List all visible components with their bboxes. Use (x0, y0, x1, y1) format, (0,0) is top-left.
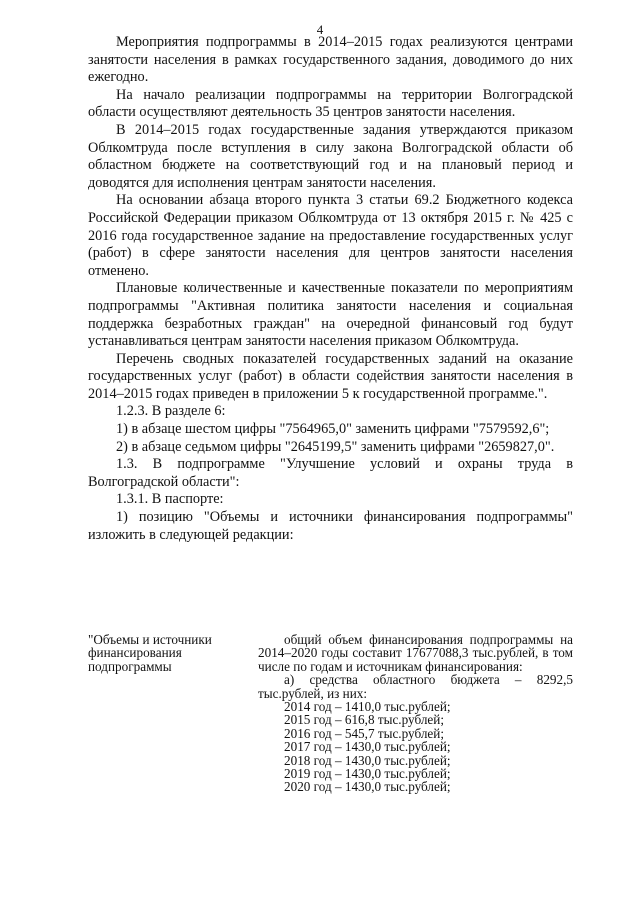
year-row: 2015 год – 616,8 тыс.рублей; (284, 712, 444, 728)
page-number: 4 (316, 22, 324, 37)
year-row: 2019 год – 1430,0 тыс.рублей; (284, 766, 451, 782)
year-row: 2017 год – 1430,0 тыс.рублей; (284, 739, 451, 755)
document-body (88, 34, 573, 544)
paragraph: Мероприятия подпрограммы в 2014–2015 годах реализуются центрами занятости населения в рамках государственного задания, доводимого до них ежегодно. (88, 34, 573, 86)
paragraph: 1) позицию "Объемы и источники финансирования подпрограммы" изложить в следующей редакции: (88, 509, 573, 543)
year-row: 2016 год – 545,7 тыс.рублей; (284, 725, 444, 741)
paragraph: На основании абзаца второго пункта 3 статьи 69.2 Бюджетного кодекса Российской Федерации приказом Облкомтруда от 13 октября 2015 г. № 425 с 2016 года государственное задание на предоставление государственных услуг (работ) в сфере занятости населения для центров занятости населения отменено. (88, 192, 573, 279)
paragraph: 1) в абзаце шестом цифры "7564965,0" заменить цифрами "7579592,6"; (116, 421, 550, 438)
table-left-label: "Объемы и источники финансирования подпрограммы (88, 632, 212, 674)
year-row: 2020 год – 1430,0 тыс.рублей; (284, 779, 451, 795)
year-row: 2014 год – 1410,0 тыс.рублей; (284, 699, 451, 715)
paragraph: 2) в абзаце седьмом цифры "2645199,5" заменить цифрами "2659827,0". (116, 438, 555, 455)
funding-total: общий объем финансирования подпрограммы на 2014–2020 годы составит 17677088,3 тыс.рублей, в том числе по годам и источникам финансирования: (258, 632, 573, 674)
paragraph: 1.2.3. В разделе 6: (116, 403, 226, 420)
paragraph: Перечень сводных показателей государственных заданий на оказание государственных услуг (работ) в области содействия занятости населения в 2014–2015 годах приведен в приложении 5 к государственной программе.". (88, 350, 573, 402)
paragraph: 1.3.1. В паспорте: (116, 491, 224, 508)
funding-regional: а) средства областного бюджета – 8292,5 тыс.рублей, из них: (258, 672, 573, 701)
year-row: 2018 год – 1430,0 тыс.рублей; (284, 752, 451, 768)
paragraph: Плановые количественные и качественные показатели по мероприятиям подпрограммы "Активная политика занятости населения и социальная поддержка безработных граждан" на очередной финансовый год будут устанавливаться центрам занятости населения приказом Облкомтруда. (88, 280, 573, 350)
paragraph: На начало реализации подпрограммы на территории Волгоградской области осуществляют деятельность 35 центров занятости населения. (88, 86, 573, 121)
paragraph: В 2014–2015 годах государственные задания утверждаются приказом Облкомтруда после вступления в силу закона Волгоградской области об областном бюджете на соответствующий год и на плановый период и доводятся для исполнения центрам занятости населения. (88, 121, 573, 191)
paragraph: 1.3. В подпрограмме "Улучшение условий и охраны труда в Волгоградской области": (88, 456, 573, 490)
table-right-cell (258, 633, 573, 794)
